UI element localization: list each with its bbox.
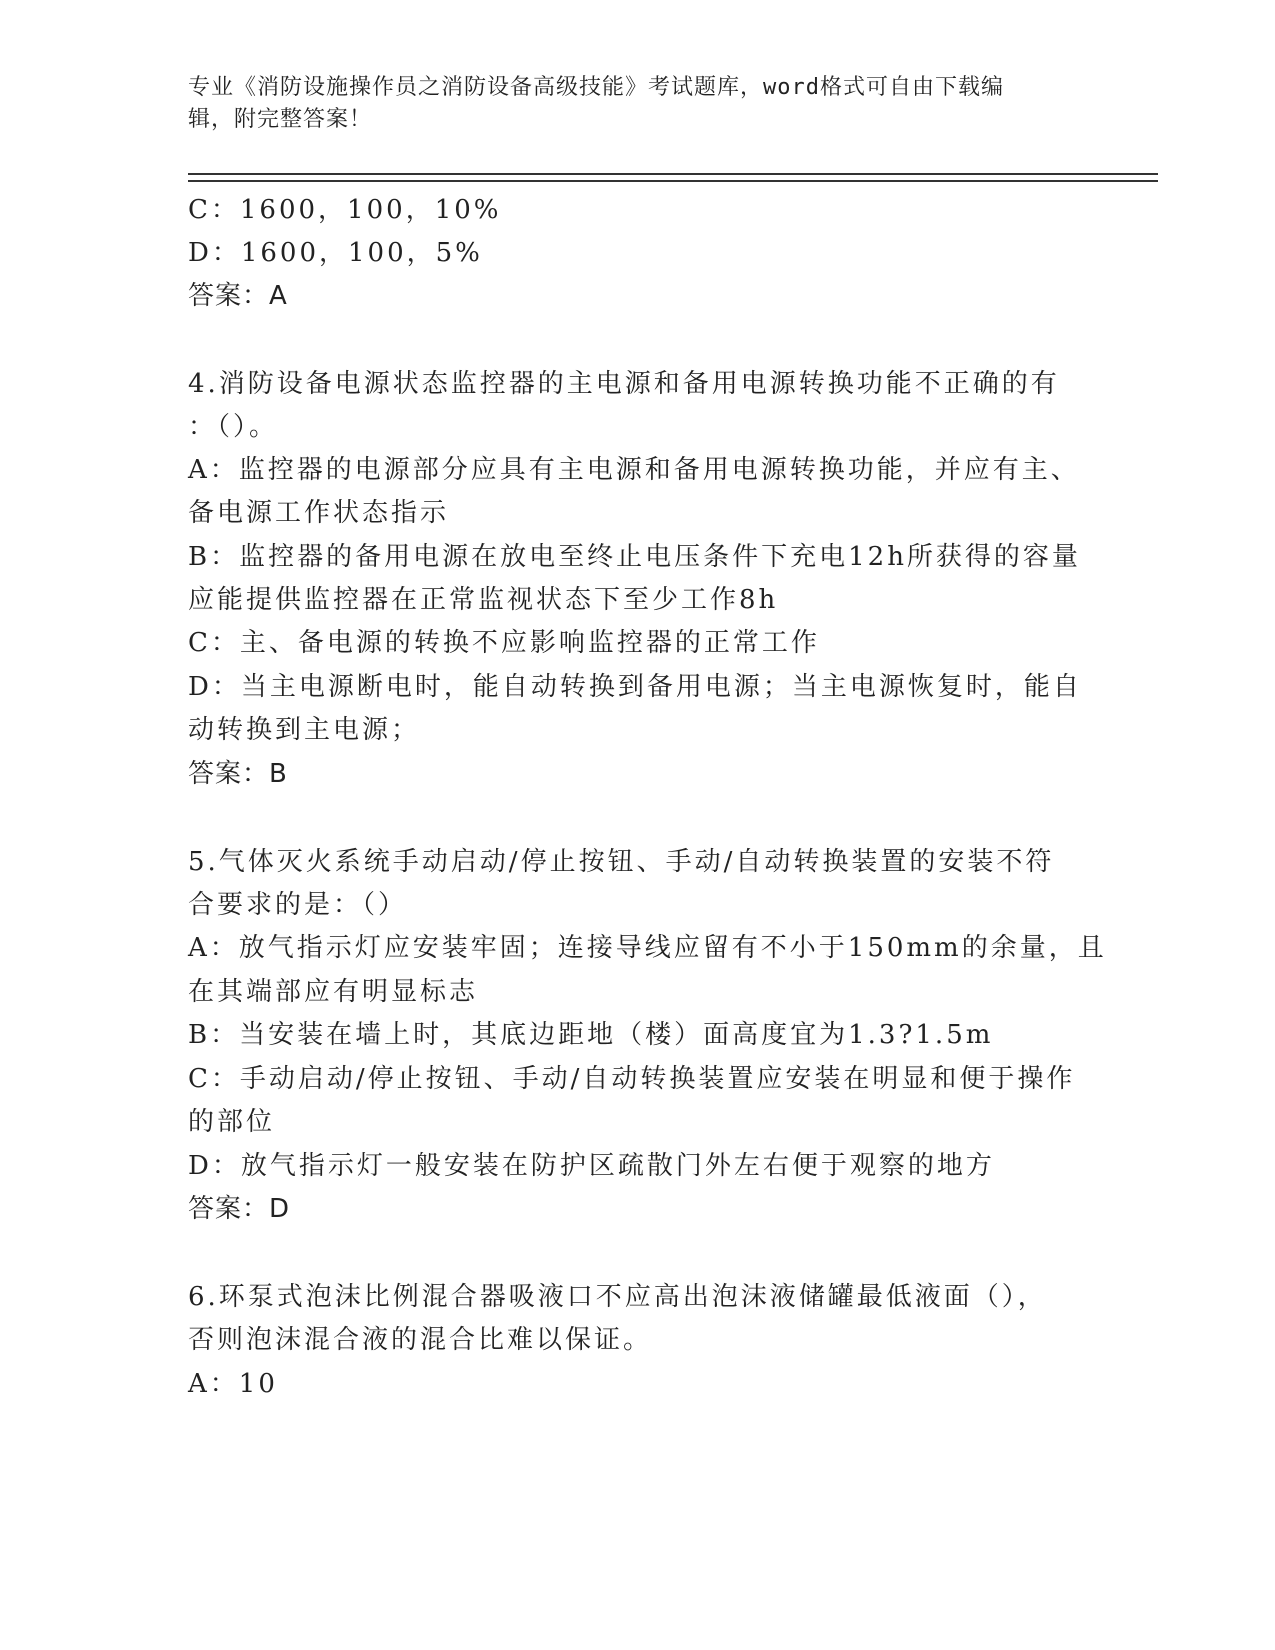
option-a-line: 在其端部应有明显标志 bbox=[188, 977, 479, 1007]
question-5-line: 合要求的是：（） bbox=[188, 890, 408, 920]
header-rule-top bbox=[188, 173, 1158, 175]
answer-line: 答案：B bbox=[188, 759, 288, 789]
option-a-line: A：放气指示灯应安装牢固；连接导线应留有不小于150mm的余量，且 bbox=[188, 933, 1107, 963]
question-6-line: 6.环泵式泡沫比例混合器吸液口不应高出泡沫液储罐最低液面（）， bbox=[188, 1282, 1047, 1312]
option-d-line: D：当主电源断电时，能自动转换到备用电源；当主电源恢复时，能自 bbox=[188, 672, 1082, 702]
option-d-line: D：1600，100，5% bbox=[188, 238, 483, 268]
option-d-line: 动转换到主电源； bbox=[188, 715, 421, 745]
option-b-line: B：当安装在墙上时，其底边距地（楼）面高度宜为1.3?1.5m bbox=[188, 1020, 994, 1050]
option-b-line: 应能提供监控器在正常监视状态下至少工作8h bbox=[188, 585, 779, 615]
option-d-line: D：放气指示灯一般安装在防护区疏散门外左右便于观察的地方 bbox=[188, 1151, 995, 1181]
question-6-line: 否则泡沫混合液的混合比难以保证。 bbox=[188, 1325, 653, 1355]
question-4-line: 4.消防设备电源状态监控器的主电源和备用电源转换功能不正确的有 bbox=[188, 369, 1060, 399]
question-5-line: 5.气体灭火系统手动启动/停止按钮、手动/自动转换装置的安装不符 bbox=[188, 847, 1055, 877]
option-c-line: C：手动启动/停止按钮、手动/自动转换装置应安装在明显和便于操作 bbox=[188, 1064, 1076, 1094]
option-c-line: C：1600，100，10% bbox=[188, 195, 502, 225]
option-a-line: A：10 bbox=[188, 1369, 278, 1399]
header-rule-bottom bbox=[188, 180, 1158, 182]
document-header bbox=[188, 72, 1088, 136]
answer-line: 答案：A bbox=[188, 281, 288, 311]
option-c-line: 的部位 bbox=[188, 1107, 276, 1137]
option-a-line: A：监控器的电源部分应具有主电源和备用电源转换功能，并应有主、 bbox=[188, 455, 1080, 485]
question-4-line: ：（）。 bbox=[188, 412, 279, 442]
option-c-line: C：主、备电源的转换不应影响监控器的正常工作 bbox=[188, 628, 820, 658]
answer-line: 答案：D bbox=[188, 1194, 291, 1224]
option-b-line: B：监控器的备用电源在放电至终止电压条件下充电12h所获得的容量 bbox=[188, 542, 1081, 572]
option-a-line: 备电源工作状态指示 bbox=[188, 498, 450, 528]
header-line-2: 辑，附完整答案！ bbox=[188, 107, 373, 132]
header-line-1: 专业《消防设施操作员之消防设备高级技能》考试题库，word格式可自由下载编 bbox=[188, 75, 1004, 100]
